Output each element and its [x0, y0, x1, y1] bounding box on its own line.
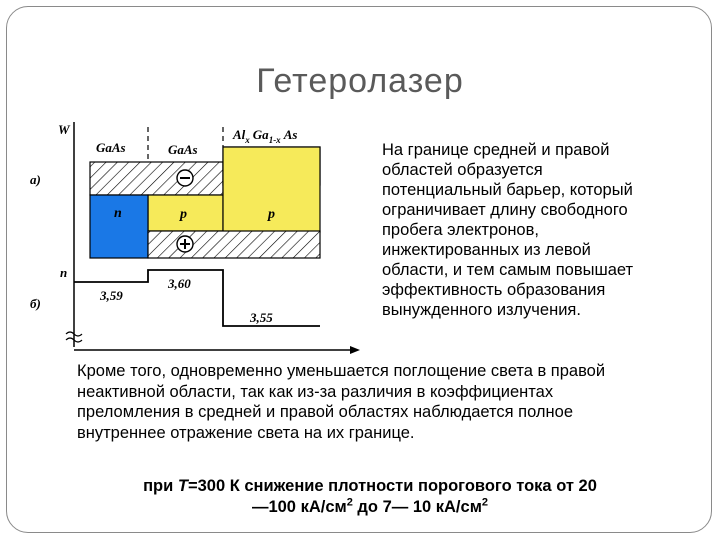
axis-w-label: W — [58, 122, 70, 137]
body-line: неактивной области, так как из-за различия в коэффициентах — [77, 382, 554, 401]
axis-n-label: n — [60, 265, 68, 280]
side-line: На границе средней и правой — [382, 141, 610, 159]
body-line: Кроме того, одновременно уменьшается поглощение света в правой — [77, 362, 606, 380]
side-line: эффективность образования — [382, 281, 606, 299]
label-b: б) — [30, 296, 41, 311]
side-line: инжектированных из левой — [382, 241, 591, 259]
body-line: преломления в средней и правой областях наблюдается полное — [77, 403, 573, 421]
side-line: пробега электронов, — [382, 221, 539, 239]
region-mid-label: GaAs — [168, 142, 198, 157]
side-line: области, и тем самым повышает — [382, 261, 634, 279]
body-line: внутреннее отражение света на их границе. — [77, 423, 415, 442]
side-description — [382, 140, 682, 320]
side-line: потенциальный барьер, который — [382, 181, 633, 199]
n-mid-value: 3,60 — [168, 276, 191, 291]
footer-line-1: при Т=300 К снижение плотности порогового тока от 20 — [143, 477, 597, 495]
conduction-band-left — [90, 162, 223, 195]
region-left-label: GaAs — [96, 140, 126, 155]
type-left: n — [114, 206, 122, 221]
side-line: вынужденного излучения. — [382, 301, 581, 319]
side-line: ограничивает длину свободного — [382, 201, 628, 219]
type-mid: p — [180, 207, 187, 222]
body-paragraph — [77, 361, 687, 443]
n-right-value: 3,55 — [250, 310, 273, 325]
left-region-blue — [90, 195, 148, 258]
region-right-label: $Al_x$ $Ga_{1-x}$ As — [233, 127, 298, 145]
valence-band — [148, 231, 320, 258]
side-line: областей образуется — [382, 161, 543, 179]
x-axis-arrow — [350, 346, 360, 354]
type-right: p — [268, 207, 275, 222]
label-a: а) — [30, 172, 41, 187]
band-diagram — [20, 112, 360, 362]
n-left-value: 3,59 — [100, 288, 123, 303]
footer-note — [100, 476, 640, 518]
footer-line-2: —100 $кА/см^2$ до 7— 10 $кА/см^2$ — [251, 496, 489, 516]
slide-title: Гетеролазер — [256, 62, 464, 100]
